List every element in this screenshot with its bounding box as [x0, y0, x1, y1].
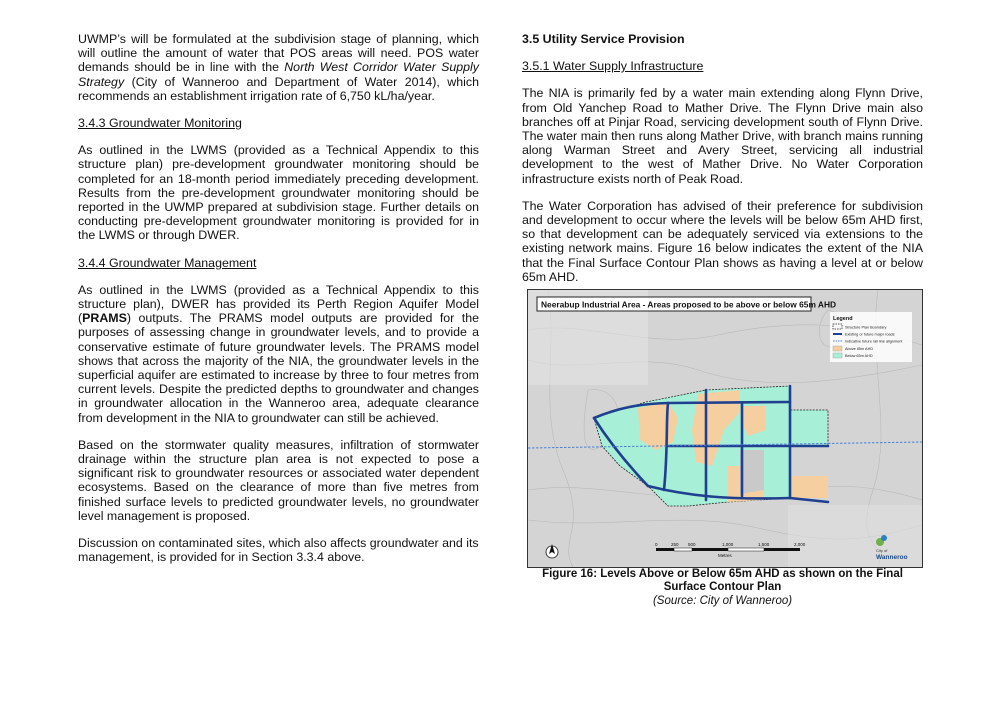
legend-item-roads: Existing or future major roads	[845, 332, 895, 337]
legend-swatch-below	[833, 353, 842, 358]
left-column	[78, 32, 479, 578]
scale-bar-segment	[764, 548, 800, 551]
svg-text:City of: City of	[876, 548, 888, 553]
figure-16-map	[527, 289, 923, 568]
scale-bar-segment	[692, 548, 728, 551]
heading-3-5: 3.5 Utility Service Provision	[522, 32, 685, 46]
legend-item-boundary: Structure Plan Boundary	[845, 325, 887, 330]
scale-label: 1,000	[722, 542, 734, 547]
right-column	[522, 32, 923, 297]
scale-label: 500	[688, 542, 696, 547]
legend-item-below: Below 65m AHD	[845, 354, 873, 358]
map-graphic	[528, 290, 922, 567]
paragraph-water-corporation: The Water Corporation has advised of their preference for subdivision and development to occur where the levels will be below 65m AHD first, so that development can be adequately serviced via extensions to the existing network mains. Figure 16 below indicates the extent of the NIA that the Final Surface Contour Plan shows as having a level at or below 65m AHD.	[522, 198, 923, 284]
scale-label: 250	[671, 542, 679, 547]
figure-caption	[522, 568, 923, 608]
figure-source: (Source: City of Wanneroo)	[652, 594, 793, 607]
scale-label: 0	[655, 542, 658, 547]
paragraph-groundwater-monitoring: As outlined in the LWMS (provided as a Technical Appendix to this structure plan) pre-development groundwater monitoring should be completed for an 18-month period immediately preceding development. Results from the pre-development groundwater monitoring should be reported in the UWMP prepared at subdivision stage. Further details on conducting pre-development groundwater monitoring is provided for in the LWMS or through DWER.	[78, 143, 479, 243]
paragraph-stormwater: Based on the stormwater quality measures, infiltration of stormwater drainage within the structure plan area is not expected to pose a significant risk to groundwater resources or associated water dependent ecosystems. Based on the clearance of more than five metres from finished surface levels to predicted groundwater levels, no groundwater level management is proposed.	[78, 437, 479, 523]
paragraph-contaminated-sites: Discussion on contaminated sites, which also affects groundwater and its management, is provided for in Section 3.3.4 above.	[78, 536, 479, 565]
scale-label: 2,000	[794, 542, 806, 547]
legend-title: Legend	[833, 316, 853, 322]
legend-item-above: Above 65m AHD	[845, 347, 874, 351]
heading-3-4-4: 3.4.4 Groundwater Management	[78, 255, 257, 270]
scale-bar-segment	[656, 548, 674, 551]
legend-swatch-above	[833, 346, 842, 351]
figure-title: Figure 16: Levels Above or Below 65m AHD as shown on the Final Surface Contour Plan	[542, 568, 903, 594]
heading-3-4-3: 3.4.3 Groundwater Monitoring	[78, 116, 242, 131]
scale-label: 1,500	[758, 542, 770, 547]
legend-item-rail: Indicative future rail line alignment	[845, 339, 903, 344]
paragraph-water-main: The NIA is primarily fed by a water main extending along Flynn Drive, from Old Yanchep Road to Mather Drive. The Flynn Drive main also branches off at Pinjar Road, servicing development south of Flynn Drive. The water main then runs along Mather Drive, with branch mains running along Warman Street and Avery Street, servicing all industrial development to the west of Mather Drive. No Water Corporation infrastructure exists north of Peak Road.	[522, 86, 923, 186]
scale-bar-segment	[728, 548, 764, 551]
paragraph-uwmp: UWMP’s will be formulated at the subdivision stage of planning, which will outline the amount of water that POS areas will need. POS water demands should be in line with the North West Corridor Water Supply Strategy (City of Wanneroo and Department of Water 2014), which recommends an establishment irrigation rate of 6,750 kL/ha/year.	[78, 32, 480, 103]
above-65m-area	[790, 476, 828, 498]
conservation-reserve	[740, 450, 764, 494]
svg-text:Wanneroo: Wanneroo	[876, 554, 908, 561]
map-title: Neerabup Industrial Area - Areas proposed to be above or below 65m AHD	[541, 299, 837, 310]
paragraph-prams: As outlined in the LWMS (provided as a Technical Appendix to this structure plan), DWER has provided its Perth Region Aquifer Model (PRAMS) outputs. The PRAMS model outputs are provided for the purposes of assessing change in groundwater levels, and to provide a conservative estimate of future groundwater levels. The PRAMS model shows that across the majority of the NIA, the groundwater levels in the superficial aquifer are estimated to increase by three to four metres from current levels. Despite the predicted depths to groundwater and changes in groundwater allocation in the Wanneroo area, adequate clearance from development in the NIA to groundwater can still be achieved.	[78, 282, 479, 425]
heading-3-5-1: 3.5.1 Water Supply Infrastructure	[522, 59, 704, 74]
scale-unit: Metres	[718, 553, 732, 558]
scale-bar-segment	[674, 548, 692, 551]
